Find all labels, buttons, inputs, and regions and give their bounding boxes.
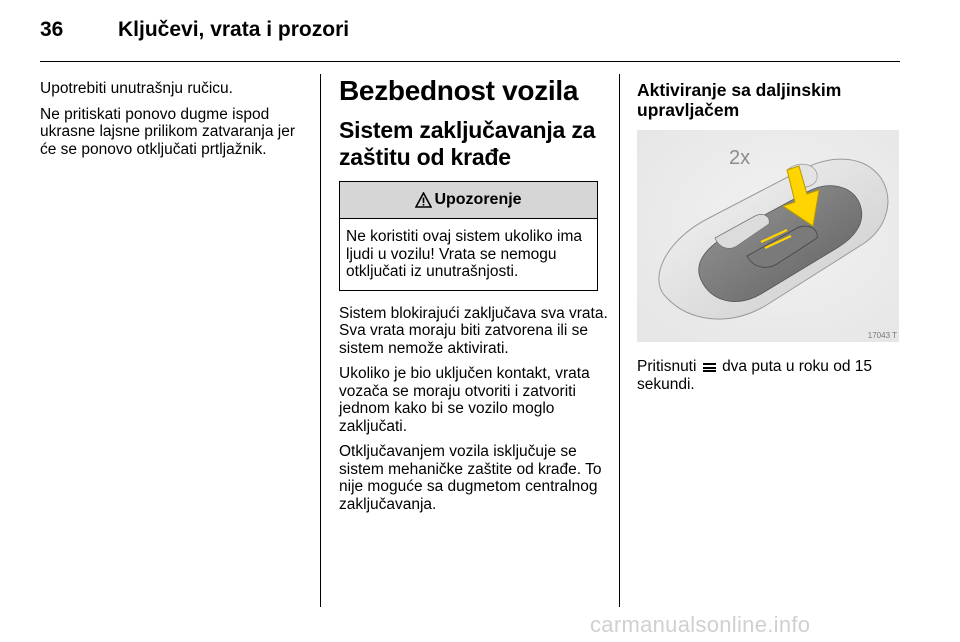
- right-heading: Aktiviranje sa daljinskim upravljačem: [637, 80, 842, 120]
- warning-header: [340, 182, 597, 219]
- middle-column: [339, 75, 609, 521]
- page-number: 36: [40, 18, 64, 41]
- left-column: [40, 80, 308, 166]
- lock-button-icon: [703, 363, 716, 372]
- press-count-label: 2x: [729, 147, 751, 169]
- middle-paragraph-2: Ukoliko je bio uključen kontakt, vrata vozača se moraju otvoriti i zatvoriti jednom kako bi se vozilo moglo zaključati.: [339, 365, 590, 435]
- column-divider-right: [619, 74, 620, 607]
- remote-key-drawing: [637, 130, 899, 342]
- warning-title: Upozorenje: [434, 191, 522, 208]
- warning-text: Ne koristiti ovaj sistem ukoliko ima ljudi u vozilu! Vrata se nemogu otključati iz unutrašnjosti.: [346, 228, 583, 280]
- figure-code: 17043 T: [867, 331, 897, 340]
- page-header: [0, 0, 960, 60]
- column-divider-left: [320, 74, 321, 607]
- section-heading: Bezbednost vozila: [339, 75, 579, 106]
- left-paragraph-1: Upotrebiti unutrašnju ručicu.: [40, 80, 233, 97]
- caption-prefix: Pritisnuti: [637, 358, 697, 375]
- watermark: carmanualsonline.info: [590, 612, 811, 637]
- left-paragraph-2: Ne pritiskati ponovo dugme ispod ukrasne lajsne prilikom zatvaranja jer će se ponovo otključati prtljažnik.: [40, 105, 296, 158]
- middle-paragraph-3: Otključavanjem vozila isključuje se sistem mehaničke zaštite od krađe. To nije moguće sa dugmetom centralnog zaključavanja.: [339, 443, 602, 513]
- figure-caption: [637, 358, 902, 393]
- subsection-heading: Sistem zaključavanja za zaštitu od krađe: [339, 117, 596, 170]
- chapter-title: Ključevi, vrata i prozori: [118, 18, 350, 41]
- header-rule: [40, 61, 900, 62]
- right-column: [637, 80, 902, 401]
- middle-paragraph-1: Sistem blokirajući zaključava sva vrata. Sva vrata moraju biti zatvorena ili se sistem nemože aktivirati.: [339, 304, 608, 357]
- warning-box: [339, 181, 598, 291]
- warning-triangle-icon: [415, 192, 432, 208]
- remote-key-illustration: [637, 130, 899, 342]
- caption-suffix: dva puta u roku od 15 sekundi.: [637, 358, 873, 393]
